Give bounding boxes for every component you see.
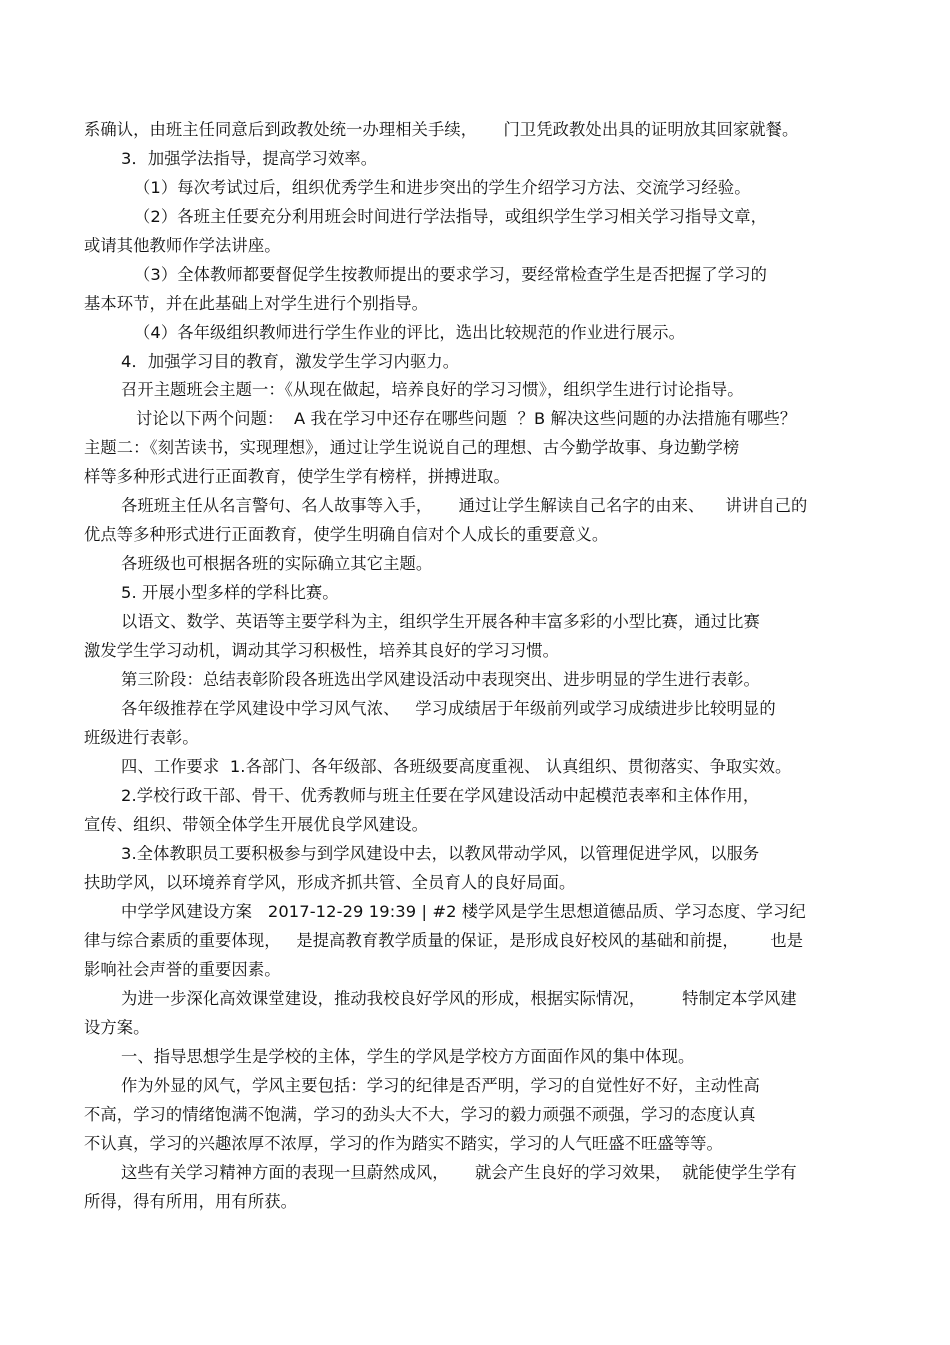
text-line: 以语文、数学、英语等主要学科为主，组织学生开展各种丰富多彩的小型比赛，通过比赛 [121, 612, 760, 631]
text-line: 样等多种形式进行正面教育，使学生学有榜样，拼搏进取。 [84, 467, 510, 486]
text-line: （4）各年级组织教师进行学生作业的评比，选出比较规范的作业进行展示。 [134, 323, 686, 342]
text-line: 系确认，由班主任同意后到政教处统一办理相关手续， 门卫凭政教处出具的证明放其回家就餐。 [84, 120, 799, 139]
text-line: （2）各班主任要充分利用班会时间进行学法指导，或组织学生学习相关学习指导文章， [134, 207, 767, 226]
text-line: 作为外显的风气，学风主要包括：学习的纪律是否严明，学习的自觉性好不好，主动性高 [121, 1076, 760, 1095]
text-line: 5. 开展小型多样的学科比赛。 [121, 583, 339, 602]
text-line: 激发学生学习动机，调动其学习积极性，培养其良好的学习习惯。 [84, 641, 560, 660]
text-line: 讨论以下两个问题： A 我在学习中还存在哪些问题 ？B 解决这些问题的办法措施有哪些？ [136, 409, 797, 428]
text-line: 不高，学习的情绪饱满不饱满，学习的劲头大不大，学习的毅力顽强不顽强，学习的态度认真 [84, 1105, 756, 1124]
text-line: 为进一步深化高效课堂建设，推动我校良好学风的形成，根据实际情况， 特制定本学风建 [121, 989, 797, 1008]
text-line: 四、工作要求 1.各部门、各年级部、各班级要高度重视、 认真组织、贯彻落实、争取实效。 [121, 757, 792, 776]
text-line: 班级进行表彰。 [84, 728, 199, 747]
text-line: 所得，得有所用，用有所获。 [84, 1192, 297, 1211]
text-line: 2.学校行政干部、骨干、优秀教师与班主任要在学风建设活动中起模范表率和主体作用， [121, 786, 760, 805]
text-line: 3.全体教职员工要积极参与到学风建设中去，以教风带动学风，以管理促进学风，以服务 [121, 844, 760, 863]
text-line: 基本环节，并在此基础上对学生进行个别指导。 [84, 294, 429, 313]
text-line: 各班级也可根据各班的实际确立其它主题。 [121, 554, 433, 573]
text-line: 这些有关学习精神方面的表现一旦蔚然成风， 就会产生良好的学习效果， 就能使学生学有 [121, 1163, 797, 1182]
text-line: 召开主题班会主题一：《从现在做起，培养良好的学习习惯》，组织学生进行讨论指导。 [121, 380, 744, 399]
text-line: （3）全体教师都要督促学生按教师提出的要求学习，要经常检查学生是否把握了学习的 [134, 265, 767, 284]
text-line: 扶助学风，以环境养育学风，形成齐抓共管、全员育人的良好局面。 [84, 873, 576, 892]
text-line: 设方案。 [84, 1018, 150, 1037]
text-line: 4．加强学习目的教育，激发学生学习内驱力。 [121, 352, 460, 371]
text-line: 各班班主任从名言警句、名人故事等入手， 通过让学生解读自己名字的由来、 讲讲自己的 [121, 496, 808, 515]
text-line: 优点等多种形式进行正面教育，使学生明确自信对个人成长的重要意义。 [84, 525, 609, 544]
text-line: （1）每次考试过后，组织优秀学生和进步突出的学生介绍学习方法、交流学习经验。 [134, 178, 751, 197]
text-line: 律与综合素质的重要体现， 是提高教育教学质量的保证，是形成良好校风的基础和前提， 也是 [84, 931, 804, 950]
text-line: 宣传、组织、带领全体学生开展优良学风建设。 [84, 815, 429, 834]
text-line: 或请其他教师作学法讲座。 [84, 236, 281, 255]
text-line: 各年级推荐在学风建设中学习风气浓、 学习成绩居于年级前列或学习成绩进步比较明显的 [121, 699, 776, 718]
text-line: 3．加强学法指导，提高学习效率。 [121, 149, 378, 168]
text-line: 主题二：《刻苦读书，实现理想》，通过让学生说说自己的理想、古今勤学故事、身边勤学榜 [84, 438, 740, 457]
text-line: 第三阶段：总结表彰阶段各班选出学风建设活动中表现突出、进步明显的学生进行表彰。 [121, 670, 760, 689]
text-line: 中学学风建设方案 2017-12-29 19:39 | #2 楼学风是学生思想道德品质、学习态度、学习纪 [121, 902, 806, 921]
text-line: 影响社会声誉的重要因素。 [84, 960, 281, 979]
text-line: 不认真，学习的兴趣浓厚不浓厚，学习的作为踏实不踏实，学习的人气旺盛不旺盛等等。 [84, 1134, 723, 1153]
text-line: 一、指导思想学生是学校的主体，学生的学风是学校方方面面作风的集中体现。 [121, 1047, 695, 1066]
